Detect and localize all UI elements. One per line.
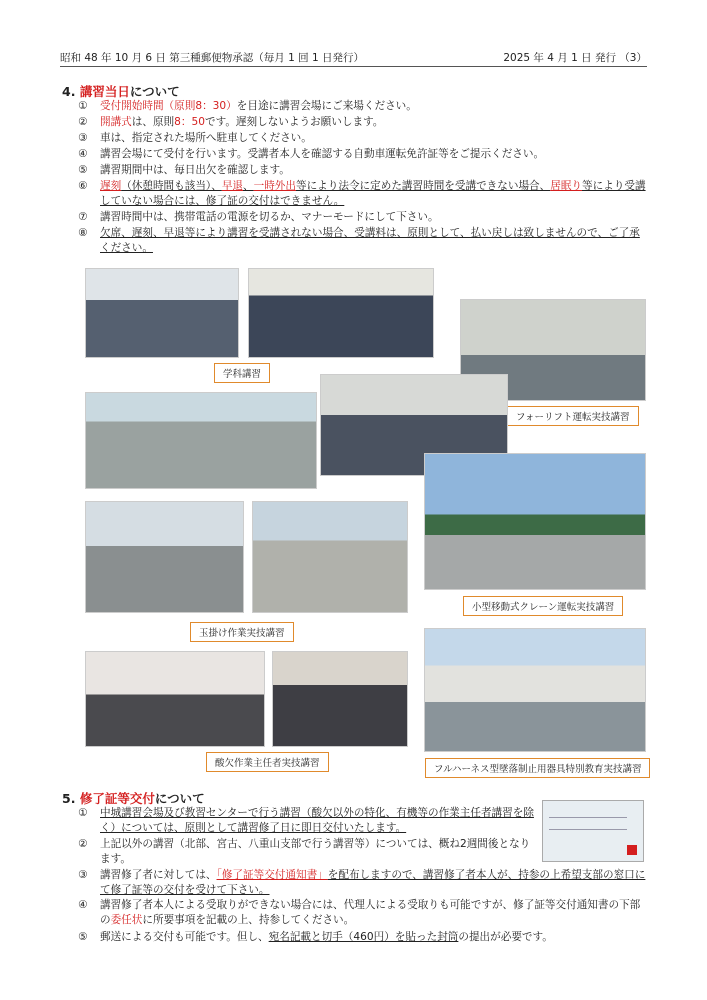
- photo-harness: [424, 628, 646, 752]
- caption-crane: 小型移動式クレーン運転実技講習: [463, 596, 623, 616]
- item-number: ⑥: [78, 180, 88, 192]
- list-item: [78, 179, 649, 209]
- list-item: [78, 210, 649, 225]
- list-item: [78, 163, 649, 178]
- photo-crane: [424, 453, 646, 590]
- text-run: 開講式: [100, 116, 132, 128]
- caption-gakka: 学科講習: [214, 363, 270, 383]
- item-text: [100, 868, 649, 898]
- item-text: [100, 837, 537, 867]
- header-left: 昭和 48 年 10 月 6 日 第三種郵便物承認（毎月 1 回 1 日発行）: [60, 52, 364, 64]
- item-text: [100, 179, 649, 209]
- item-text: [100, 163, 649, 178]
- item-text: [100, 131, 649, 146]
- photo-sanketsu-1: [85, 651, 265, 747]
- caption-sanketsu: 酸欠作業主任者実技講習: [206, 752, 329, 772]
- text-run: （休憩時間も該当）、: [121, 180, 222, 192]
- text-run: 、: [243, 180, 254, 192]
- text-run: 講習会場にて受付を行います。受講者本人を確認する自動車運転免許証等をご提示ください。: [100, 148, 545, 160]
- item-text: [100, 898, 649, 928]
- item-number: ⑧: [78, 227, 88, 239]
- list-item: [78, 930, 649, 945]
- text-run: 郵送による交付も可能です。但し、: [100, 931, 269, 943]
- photo-tamakake-2: [252, 501, 408, 613]
- text-run: 早退: [221, 180, 244, 192]
- text-run: 講習修了者に対しては、: [100, 869, 217, 881]
- text-run: 遅刻: [100, 180, 122, 192]
- item-number: ⑤: [78, 164, 88, 176]
- caption-tamakake: 玉掛け作業実技講習: [190, 622, 294, 642]
- text-run: 宛名記載と切手（460円）を貼った封筒: [268, 931, 459, 943]
- text-run: 「修了証等交付通知書」: [216, 869, 328, 881]
- photo-forklift-2: [85, 392, 317, 489]
- text-run: 等により受講していない場合には、修了証の交付はできません。: [100, 180, 646, 207]
- text-run: 居眠り: [550, 180, 583, 192]
- item-number: ⑤: [78, 931, 88, 943]
- text-run: 講習時間中は、携帯電話の電源を切るか、マナーモードにして下さい。: [100, 211, 439, 223]
- item-text: [100, 806, 537, 836]
- item-text: [100, 226, 649, 256]
- item-text: [100, 147, 649, 162]
- caption-forklift: フォーリフト運転実技講習: [507, 406, 639, 426]
- text-run: に所要事項を記載の上、持参してください。: [142, 914, 355, 926]
- header-right: 2025 年 4 月 1 日 発行 （3）: [503, 52, 647, 64]
- page-header: [60, 50, 647, 67]
- text-run: 一時外出: [253, 180, 296, 192]
- photo-classroom-2: [248, 268, 434, 358]
- text-run: 委任状: [110, 914, 143, 926]
- text-run: 講習期間中は、毎日出欠を確認します。: [100, 164, 290, 176]
- text-run: 講習修了者本人による受取りができない場合には、代理人による受取りも可能ですが、修了証等交付通知書の下部の: [100, 899, 641, 926]
- text-run: 受付開始時間（原則8：30）: [100, 100, 237, 112]
- item-text: [100, 99, 649, 114]
- item-text: [100, 930, 649, 945]
- certificate-card-image: [542, 800, 644, 862]
- list-item: [78, 837, 537, 867]
- section-4-title: 4. 講習当日について: [62, 84, 180, 99]
- text-run: は、原則: [131, 116, 175, 128]
- list-item: [78, 99, 649, 114]
- text-run: 等により法令に定めた講習時間を受講できない場合、: [295, 180, 551, 192]
- item-number: ①: [78, 100, 88, 112]
- list-item: [78, 226, 649, 256]
- text-run: の提出が必要です。: [458, 931, 553, 943]
- text-run: です。遅刻しないようお願いします。: [204, 116, 384, 128]
- list-item: [78, 806, 537, 836]
- item-number: ②: [78, 838, 88, 850]
- item-text: [100, 115, 649, 130]
- text-run: 中城講習会場及び教習センターで行う講習（酸欠以外の特化、有機等の作業主任者講習を除く）については、原則として講習修了日に即日交付いたします。: [100, 807, 534, 834]
- item-text: [100, 210, 649, 225]
- item-number: ②: [78, 116, 88, 128]
- text-run: を配布しますので、講習修了者本人が、持参の上希望支部の窓口にて修了証等の交付を受けて下さい。: [100, 869, 646, 896]
- item-number: ①: [78, 807, 88, 819]
- item-number: ⑦: [78, 211, 88, 223]
- text-run: 欠席、遅刻、早退等により講習を受講されない場合、受講料は、原則として、払い戻しは致しませんので、ご了承ください。: [100, 227, 640, 254]
- list-item: [78, 115, 649, 130]
- text-run: 上記以外の講習（北部、宮古、八重山支部で行う講習等）については、概ね2週間後となります。: [100, 838, 531, 865]
- list-item: [78, 898, 649, 928]
- photo-tamakake-1: [85, 501, 244, 613]
- photo-classroom-1: [85, 268, 239, 358]
- list-item: [78, 131, 649, 146]
- text-run: を目途に講習会場にご来場ください。: [236, 100, 417, 112]
- item-number: ③: [78, 132, 88, 144]
- item-number: ④: [78, 899, 88, 911]
- caption-harness: フルハーネス型墜落制止用器具特別教育実技講習: [425, 758, 650, 778]
- section-5-title: 5. 修了証等交付について: [62, 791, 205, 806]
- list-item: [78, 147, 649, 162]
- list-item: [78, 868, 649, 898]
- item-number: ④: [78, 148, 88, 160]
- photo-sanketsu-2: [272, 651, 408, 747]
- text-run: 車は、指定された場所へ駐車してください。: [100, 132, 312, 144]
- text-run: 8：50: [174, 116, 205, 128]
- item-number: ③: [78, 869, 88, 881]
